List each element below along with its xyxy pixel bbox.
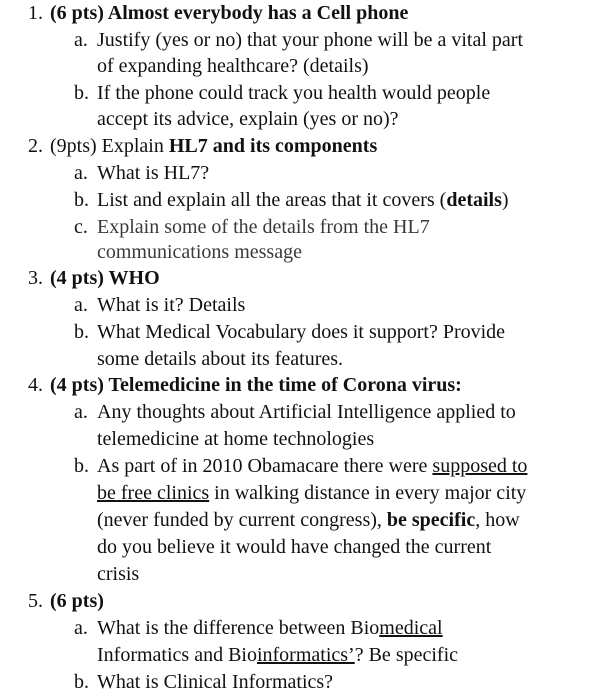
subitem-text [97,480,526,506]
subitem-letter: a. [74,29,88,51]
subitem-text: communications message [97,241,302,263]
subitem-text: crisis [97,563,140,585]
subitem-text: What is it? Details [97,294,246,316]
subitem-letter: a. [74,294,88,316]
item-heading-bold: HL7 and its components [168,135,378,157]
subitem-letter: b. [74,189,89,211]
item-heading-plain: (9pts) Explain [50,135,169,157]
subitem-text-plain: (never funded by current congress), [97,509,387,531]
item-heading: (4 pts) Telemedicine in the time of Corona virus: [50,374,462,396]
subitem-text [97,453,527,479]
subitem-text [97,642,458,668]
subitem-text: Any thoughts about Artificial Intelligence applied to [97,401,516,423]
subitem-text-plain: What is the difference between Bio [97,617,380,639]
item-heading: (4 pts) WHO [50,267,160,289]
item-number: 4. [28,374,43,396]
item-number: 2. [28,135,43,157]
subitem-text-plain: in walking distance in every major city [209,482,527,504]
subitem-text: What is HL7? [97,162,210,184]
subitem-text-plain: List and explain all the areas that it covers ( [97,189,447,211]
subitem-text: Explain some of the details from the HL7 [97,216,430,238]
subitem-letter: b. [74,82,89,104]
item-heading [50,133,377,159]
item-heading: (6 pts) [50,590,104,612]
subitem-text-bold: be specific [386,509,476,531]
subitem-letter: b. [74,321,89,343]
subitem-letter: a. [74,617,88,639]
subitem-text-end: ) [501,189,509,211]
subitem-text [97,187,509,213]
subitem-text: telemedicine at home technologies [97,428,375,450]
subitem-text-plain: Informatics and Bio [97,644,257,666]
subitem-letter: a. [74,401,88,423]
subitem-letter: b. [74,671,89,693]
item-number: 5. [28,590,43,612]
subitem-text: If the phone could track you health would people [97,82,491,104]
subitem-text [97,615,443,641]
subitem-text-underlined: medical [379,617,443,639]
subitem-text-bold: details [446,189,502,211]
subitem-text: do you believe it would have changed the current [97,536,492,558]
subitem-text: What is Clinical Informatics? [97,671,334,693]
item-number: 1. [28,2,43,24]
subitem-text [97,507,520,533]
subitem-letter: a. [74,162,88,184]
subitem-text: What Medical Vocabulary does it support? Provide [97,321,506,343]
subitem-text: Justify (yes or no) that your phone will be a vital part [97,29,524,51]
subitem-text: accept its advice, explain (yes or no)? [97,108,399,130]
subitem-text-underlined: be free clinics [97,482,210,504]
subitem-text: some details about its features. [97,348,344,370]
item-heading: (6 pts) Almost everybody has a Cell phone [50,2,409,24]
subitem-text-end: ? Be specific [354,644,458,666]
item-number: 3. [28,267,43,289]
subitem-text-plain: As part of in 2010 Obamacare there were [97,455,433,477]
subitem-text-underlined: supposed to [432,455,528,477]
subitem-text: of expanding healthcare? (details) [97,55,369,77]
subitem-text-end: , how [475,509,520,531]
subitem-text-underlined: informatics’ [256,644,355,666]
subitem-letter: b. [74,455,89,477]
subitem-letter: c. [74,216,88,238]
